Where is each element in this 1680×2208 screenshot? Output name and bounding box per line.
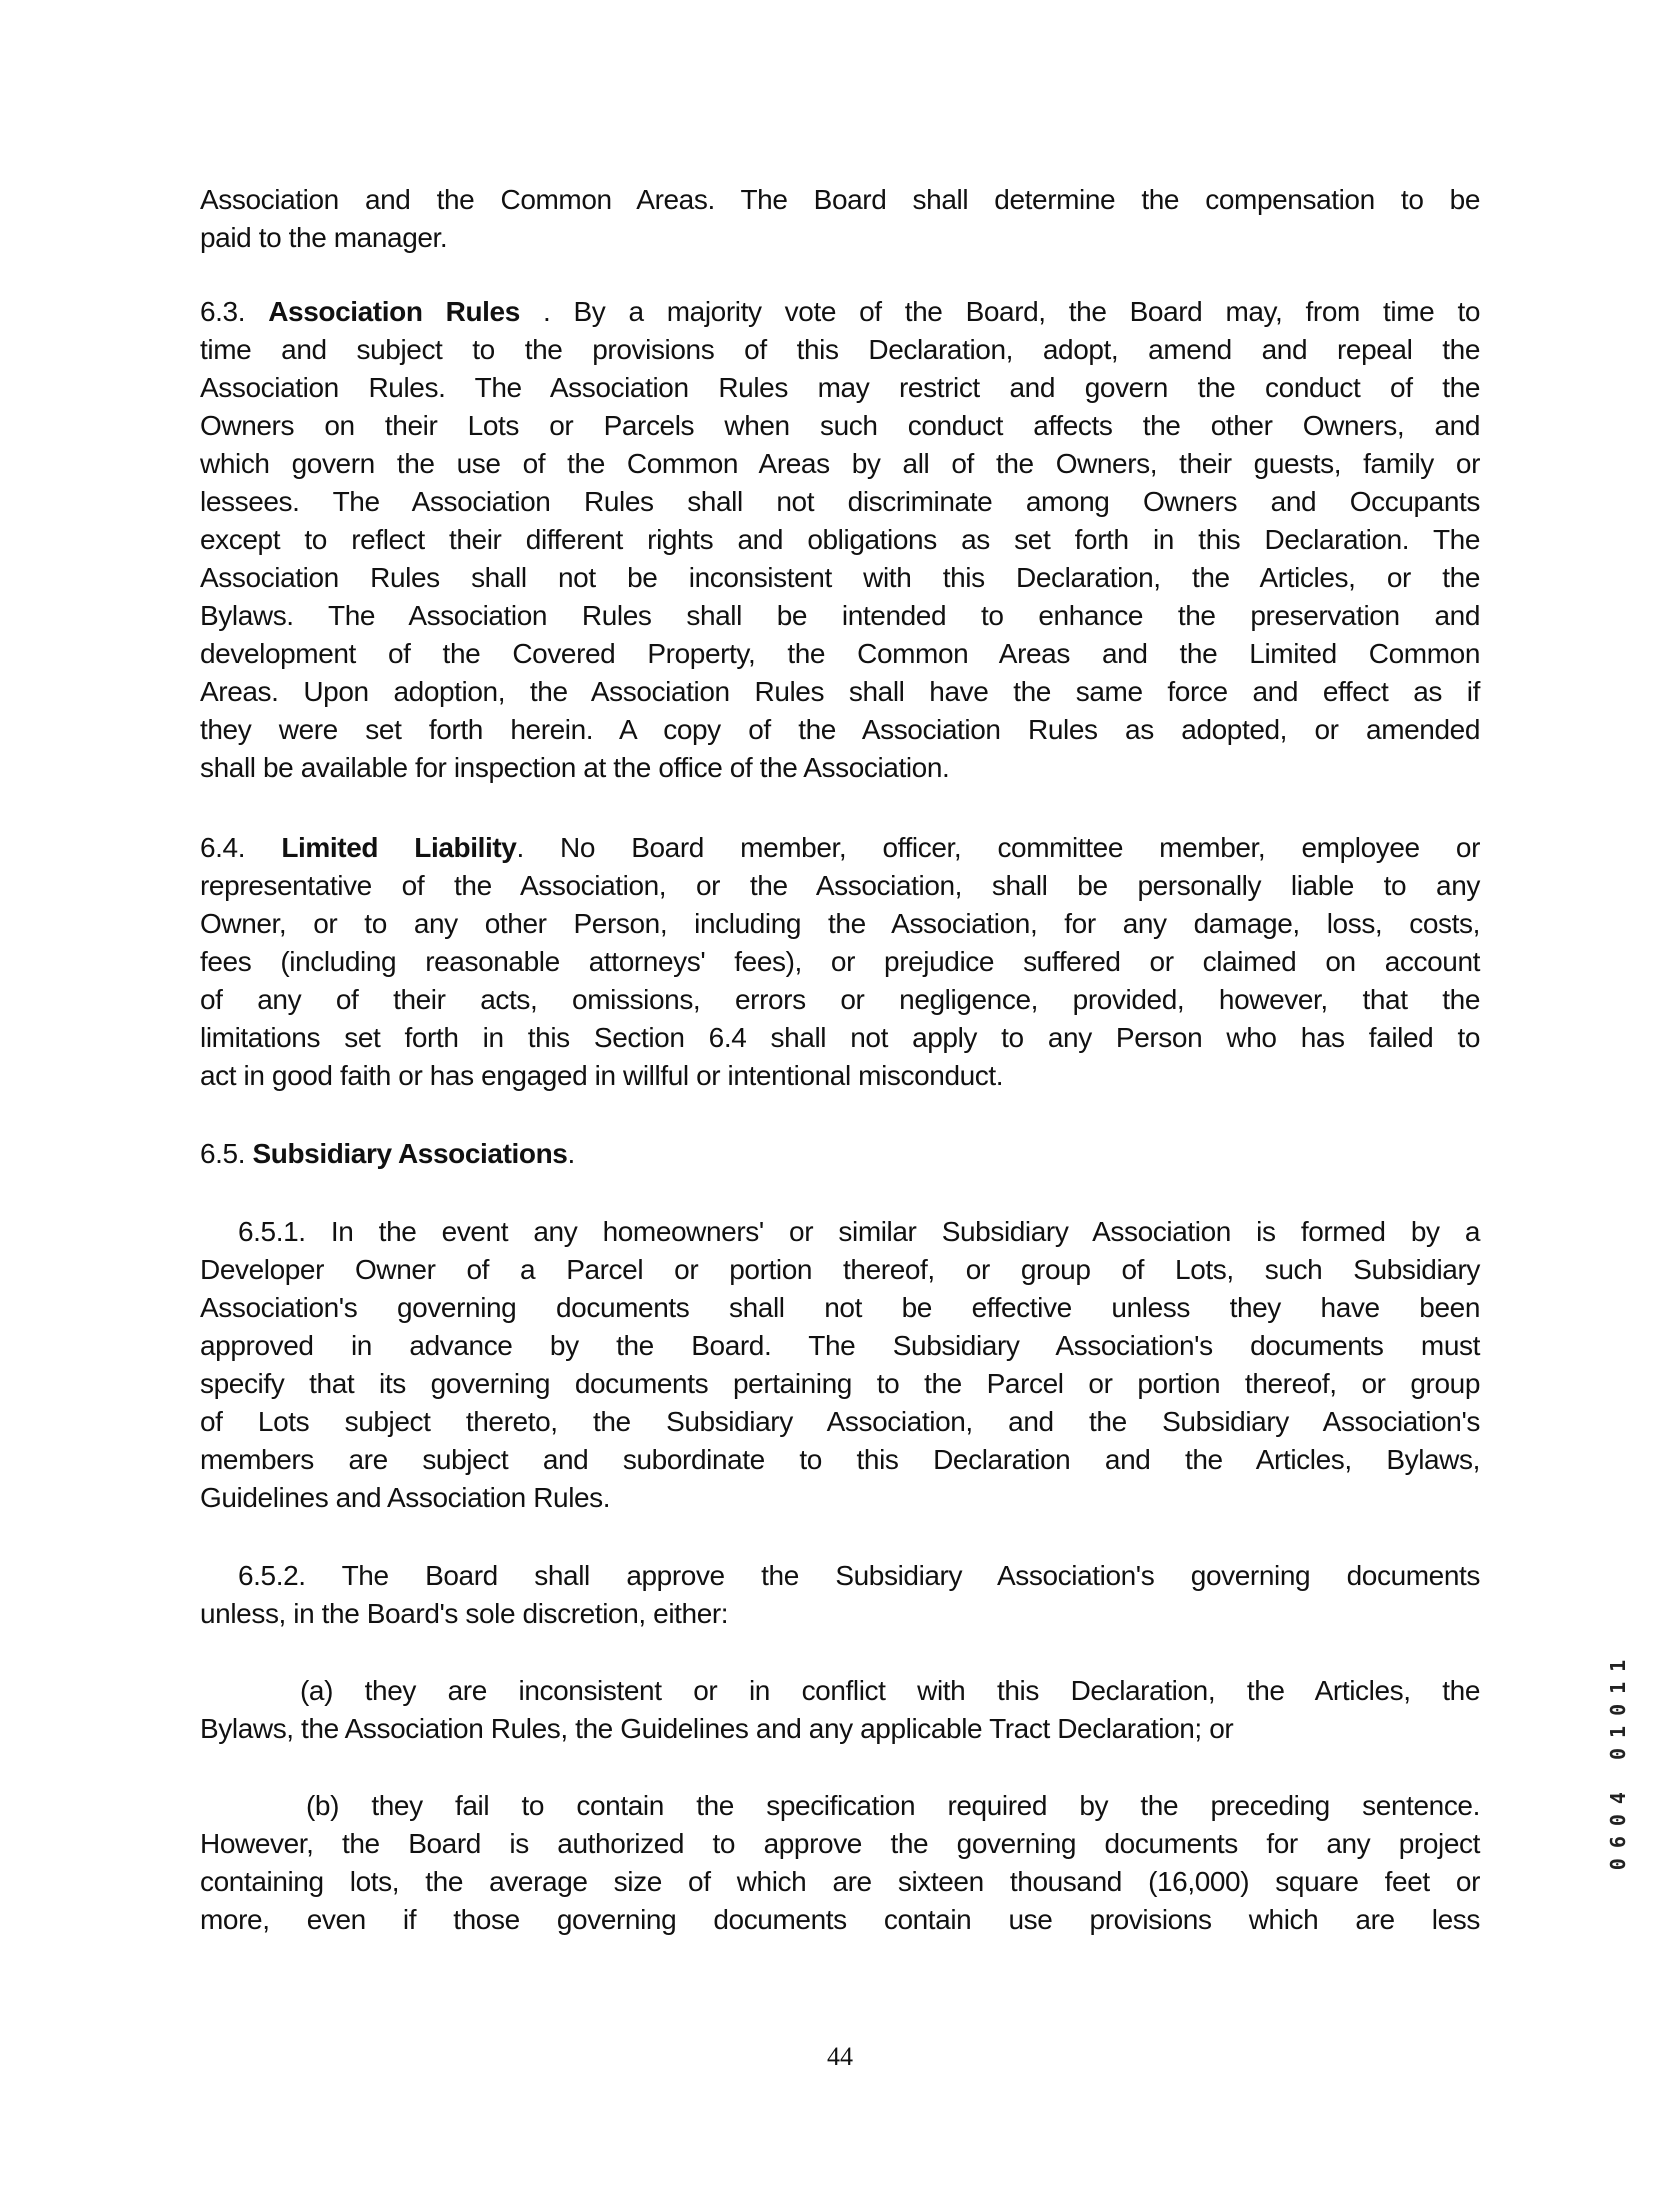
section-6-5-1 (200, 1213, 1480, 1517)
page-number: 44 (827, 2042, 853, 2071)
text-line: Bylaws. The Association Rules shall be intended to enhance the preservation and (200, 600, 1480, 631)
p-continuation (200, 181, 1480, 257)
text-line: lessees. The Association Rules shall not discriminate among Owners and Occupants (200, 486, 1480, 517)
text-line: Association and the Common Areas. The Board shall determine the compensation to be (200, 184, 1480, 215)
text-line: 6.5.2. The Board shall approve the Subsidiary Association's governing documents (238, 1560, 1480, 1591)
text-line: Association Rules. The Association Rules may restrict and govern the conduct of the (200, 372, 1480, 403)
text-line: (a) they are inconsistent or in conflict with this Declaration, the Articles, the (300, 1675, 1480, 1706)
text-line: members are subject and subordinate to this Declaration and the Articles, Bylaws, (200, 1444, 1480, 1475)
text-line: Bylaws, the Association Rules, the Guidelines and any applicable Tract Declaration; or (200, 1713, 1234, 1744)
section-title: Limited Liability (281, 832, 517, 863)
margin-stamp-text: 0604 01011 (1606, 1649, 1630, 1871)
text-line: Developer Owner of a Parcel or portion thereof, or group of Lots, such Subsidiary (200, 1254, 1480, 1285)
text-line: fees (including reasonable attorneys' fees), or prejudice suffered or claimed on account (200, 946, 1480, 977)
text-line: shall be available for inspection at the office of the Association. (200, 752, 950, 783)
text-line: specify that its governing documents pertaining to the Parcel or portion thereof, or group (200, 1368, 1480, 1399)
section-text: . (567, 1138, 575, 1169)
text-line: time and subject to the provisions of this Declaration, adopt, amend and repeal the (200, 334, 1480, 365)
text-line: 6.5.1. In the event any homeowners' or similar Subsidiary Association is formed by a (238, 1216, 1480, 1247)
text-line (200, 829, 1480, 867)
text-line: limitations set forth in this Section 6.4 shall not apply to any Person who has failed to (200, 1022, 1480, 1053)
section-6-5 (200, 1135, 1480, 1173)
text-line: of Lots subject thereto, the Subsidiary Association, and the Subsidiary Association's (200, 1406, 1480, 1437)
section-text: . By a majority vote of the Board, the Board may, from time to (519, 296, 1481, 327)
clause-b (200, 1787, 1480, 1939)
text-line: Areas. Upon adoption, the Association Rules shall have the same force and effect as if (200, 676, 1480, 707)
text-line: of any of their acts, omissions, errors or negligence, provided, however, that the (200, 984, 1480, 1015)
section-number: 6.5. (200, 1138, 253, 1169)
section-6-4 (200, 829, 1480, 1095)
text-line: (b) they fail to contain the specification required by the preceding sentence. (306, 1790, 1480, 1821)
section-title: Subsidiary Associations (252, 1138, 568, 1169)
text-line: development of the Covered Property, the Common Areas and the Limited Common (200, 638, 1480, 669)
text-line: Association's governing documents shall not be effective unless they have been (200, 1292, 1480, 1323)
text-line: paid to the manager. (200, 222, 448, 253)
text-line: except to reflect their different rights and obligations as set forth in this Declaration. The (200, 524, 1480, 555)
section-6-5-2 (200, 1557, 1480, 1633)
text-line: Owner, or to any other Person, including the Association, for any damage, loss, costs, (200, 908, 1480, 939)
section-6-3 (200, 293, 1480, 787)
clause-a (200, 1672, 1480, 1748)
text-line: Owners on their Lots or Parcels when such conduct affects the other Owners, and (200, 410, 1480, 441)
section-title: Association Rules (268, 296, 520, 327)
text-line: they were set forth herein. A copy of the Association Rules as adopted, or amended (200, 714, 1480, 745)
section-number: 6.4. (200, 832, 282, 863)
text-line (200, 293, 1480, 331)
text-line: Guidelines and Association Rules. (200, 1482, 611, 1513)
text-line: approved in advance by the Board. The Subsidiary Association's documents must (200, 1330, 1480, 1361)
text-line: unless, in the Board's sole discretion, either: (200, 1598, 729, 1629)
text-line: which govern the use of the Common Areas by all of the Owners, their guests, family or (200, 448, 1480, 479)
margin-stamp (1598, 1580, 1638, 1940)
text-line: Association Rules shall not be inconsistent with this Declaration, the Articles, or the (200, 562, 1480, 593)
text-line: representative of the Association, or the Association, shall be personally liable to any (200, 870, 1480, 901)
text-line: However, the Board is authorized to approve the governing documents for any project (200, 1828, 1480, 1859)
text-line: more, even if those governing documents contain use provisions which are less (200, 1904, 1480, 1935)
text-line: act in good faith or has engaged in willful or intentional misconduct. (200, 1060, 1004, 1091)
text-line (200, 1135, 1480, 1173)
text-line: containing lots, the average size of which are sixteen thousand (16,000) square feet or (200, 1866, 1480, 1897)
section-number: 6.3. (200, 296, 269, 327)
section-text: . No Board member, officer, committee member, employee or (516, 832, 1481, 863)
